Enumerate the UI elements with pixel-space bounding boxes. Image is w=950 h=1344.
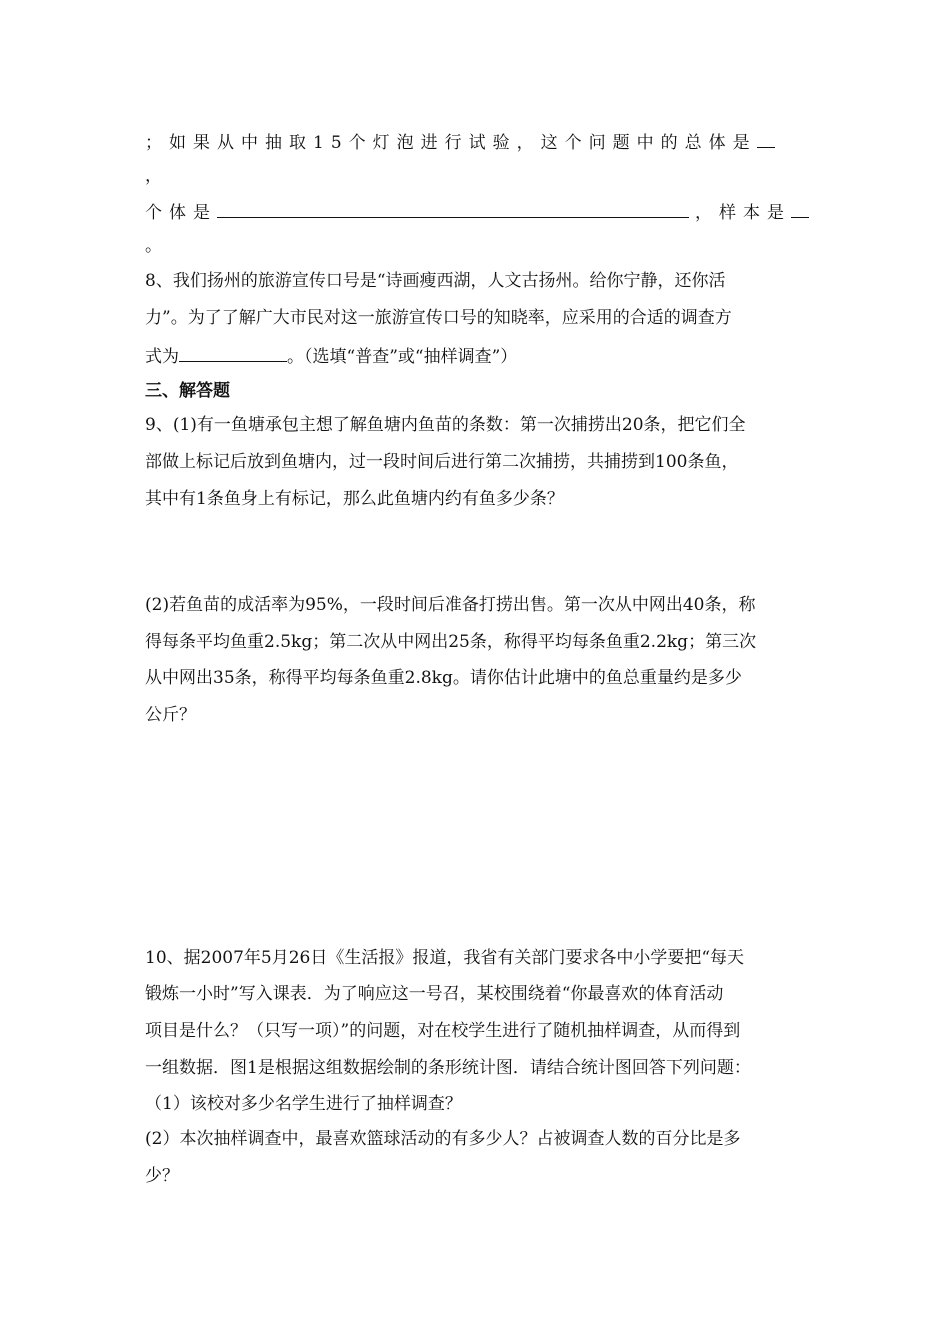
q7-line-3 <box>145 199 809 225</box>
q7-blank-sample[interactable] <box>791 199 809 218</box>
section-title: 三、解答题 <box>145 381 230 401</box>
q9-p1-line-2 <box>145 450 738 474</box>
q7-line-2 <box>145 164 162 188</box>
q7-text-3b: ，样本是 <box>695 203 791 223</box>
q7-blank-individual[interactable] <box>217 199 689 218</box>
q9-p2-line-1 <box>145 593 756 617</box>
q8-line-1 <box>145 269 726 293</box>
q7-text-3a: 个体是 <box>145 203 217 223</box>
q9-p2-text: 从中网出35条，称得平均每条鱼重2.8kg。请你估计此塘中的鱼总重量约是多少 <box>145 668 742 688</box>
q9-p1-text: 部做上标记后放到鱼塘内，过一段时间后进行第二次捕捞，共捕捞到100条鱼， <box>145 452 739 472</box>
q10-text: (2）本次抽样调查中，最喜欢篮球活动的有多少人？占被调查人数的百分比是多 <box>145 1129 741 1149</box>
q10-line-4 <box>145 1056 751 1080</box>
q10-text: 10、据2007年5月26日《生活报》报道，我省有关部门要求各中小学要把“每天 <box>145 948 745 968</box>
q8-blank-method[interactable] <box>179 343 287 362</box>
q10-line-6 <box>145 1127 740 1151</box>
q9-p2-line-2 <box>145 630 756 654</box>
q10-text: 少？ <box>145 1166 179 1186</box>
q9-p1-line-1 <box>145 413 746 437</box>
q10-line-3 <box>145 1019 740 1043</box>
q9-p1-text: 9、(1)有一鱼塘承包主想了解鱼塘内鱼苗的条数：第一次捕捞出20条，把它们全 <box>145 415 746 435</box>
q10-text: 锻炼一小时”写入课表．为了响应这一号召，某校围绕着“你最喜欢的体育活动 <box>145 984 724 1004</box>
q8-text-3b: 。（选填“普查”或“抽样调查”） <box>287 347 518 367</box>
q7-text-4: 。 <box>145 236 162 256</box>
q10-line-7 <box>145 1164 179 1188</box>
q9-p2-line-4 <box>145 703 196 727</box>
q7-line-4 <box>145 234 162 258</box>
q7-text-2: ， <box>145 166 162 186</box>
q10-text: 一组数据．图1是根据这组数据绘制的条形统计图．请结合统计图回答下列问题： <box>145 1058 751 1078</box>
q7-blank-total[interactable] <box>757 129 775 148</box>
q9-p2-text: 公斤？ <box>145 705 196 725</box>
q9-p2-text: 得每条平均鱼重2.5kg；第二次从中网出25条，称得平均每条鱼重2.2kg；第三次 <box>145 632 757 652</box>
q9-p1-text: 其中有1条鱼身上有标记，那么此鱼塘内约有鱼多少条？ <box>145 489 564 509</box>
q10-text: （1）该校对多少名学生进行了抽样调查？ <box>145 1094 462 1114</box>
q8-text-3a: 式为 <box>145 347 179 367</box>
q9-p2-text: (2)若鱼苗的成活率为95%，一段时间后准备打捞出售。第一次从中网出40条，称 <box>145 595 756 615</box>
q8-line-2 <box>145 306 732 330</box>
q9-p1-line-3 <box>145 487 564 511</box>
q8-text-1: 8、我们扬州的旅游宣传口号是“诗画瘦西湖，人文古扬州。给你宁静，还你活 <box>145 271 726 291</box>
q9-p2-line-3 <box>145 666 742 690</box>
q10-line-2 <box>145 982 723 1006</box>
q7-text-1: ；如果从中抽取15个灯泡进行试验，这个问题中的总体是 <box>145 133 757 153</box>
q10-line-5 <box>145 1092 462 1116</box>
q10-text: 项目是什么？（只写一项）”的问题，对在校学生进行了随机抽样调查，从而得到 <box>145 1021 741 1041</box>
q7-line-1 <box>145 129 775 155</box>
section-heading <box>145 379 230 403</box>
q8-text-2: 力”。为了了解广大市民对这一旅游宣传口号的知晓率，应采用的合适的调查方 <box>145 308 732 328</box>
q8-line-3 <box>145 343 517 369</box>
q10-line-1 <box>145 946 744 970</box>
